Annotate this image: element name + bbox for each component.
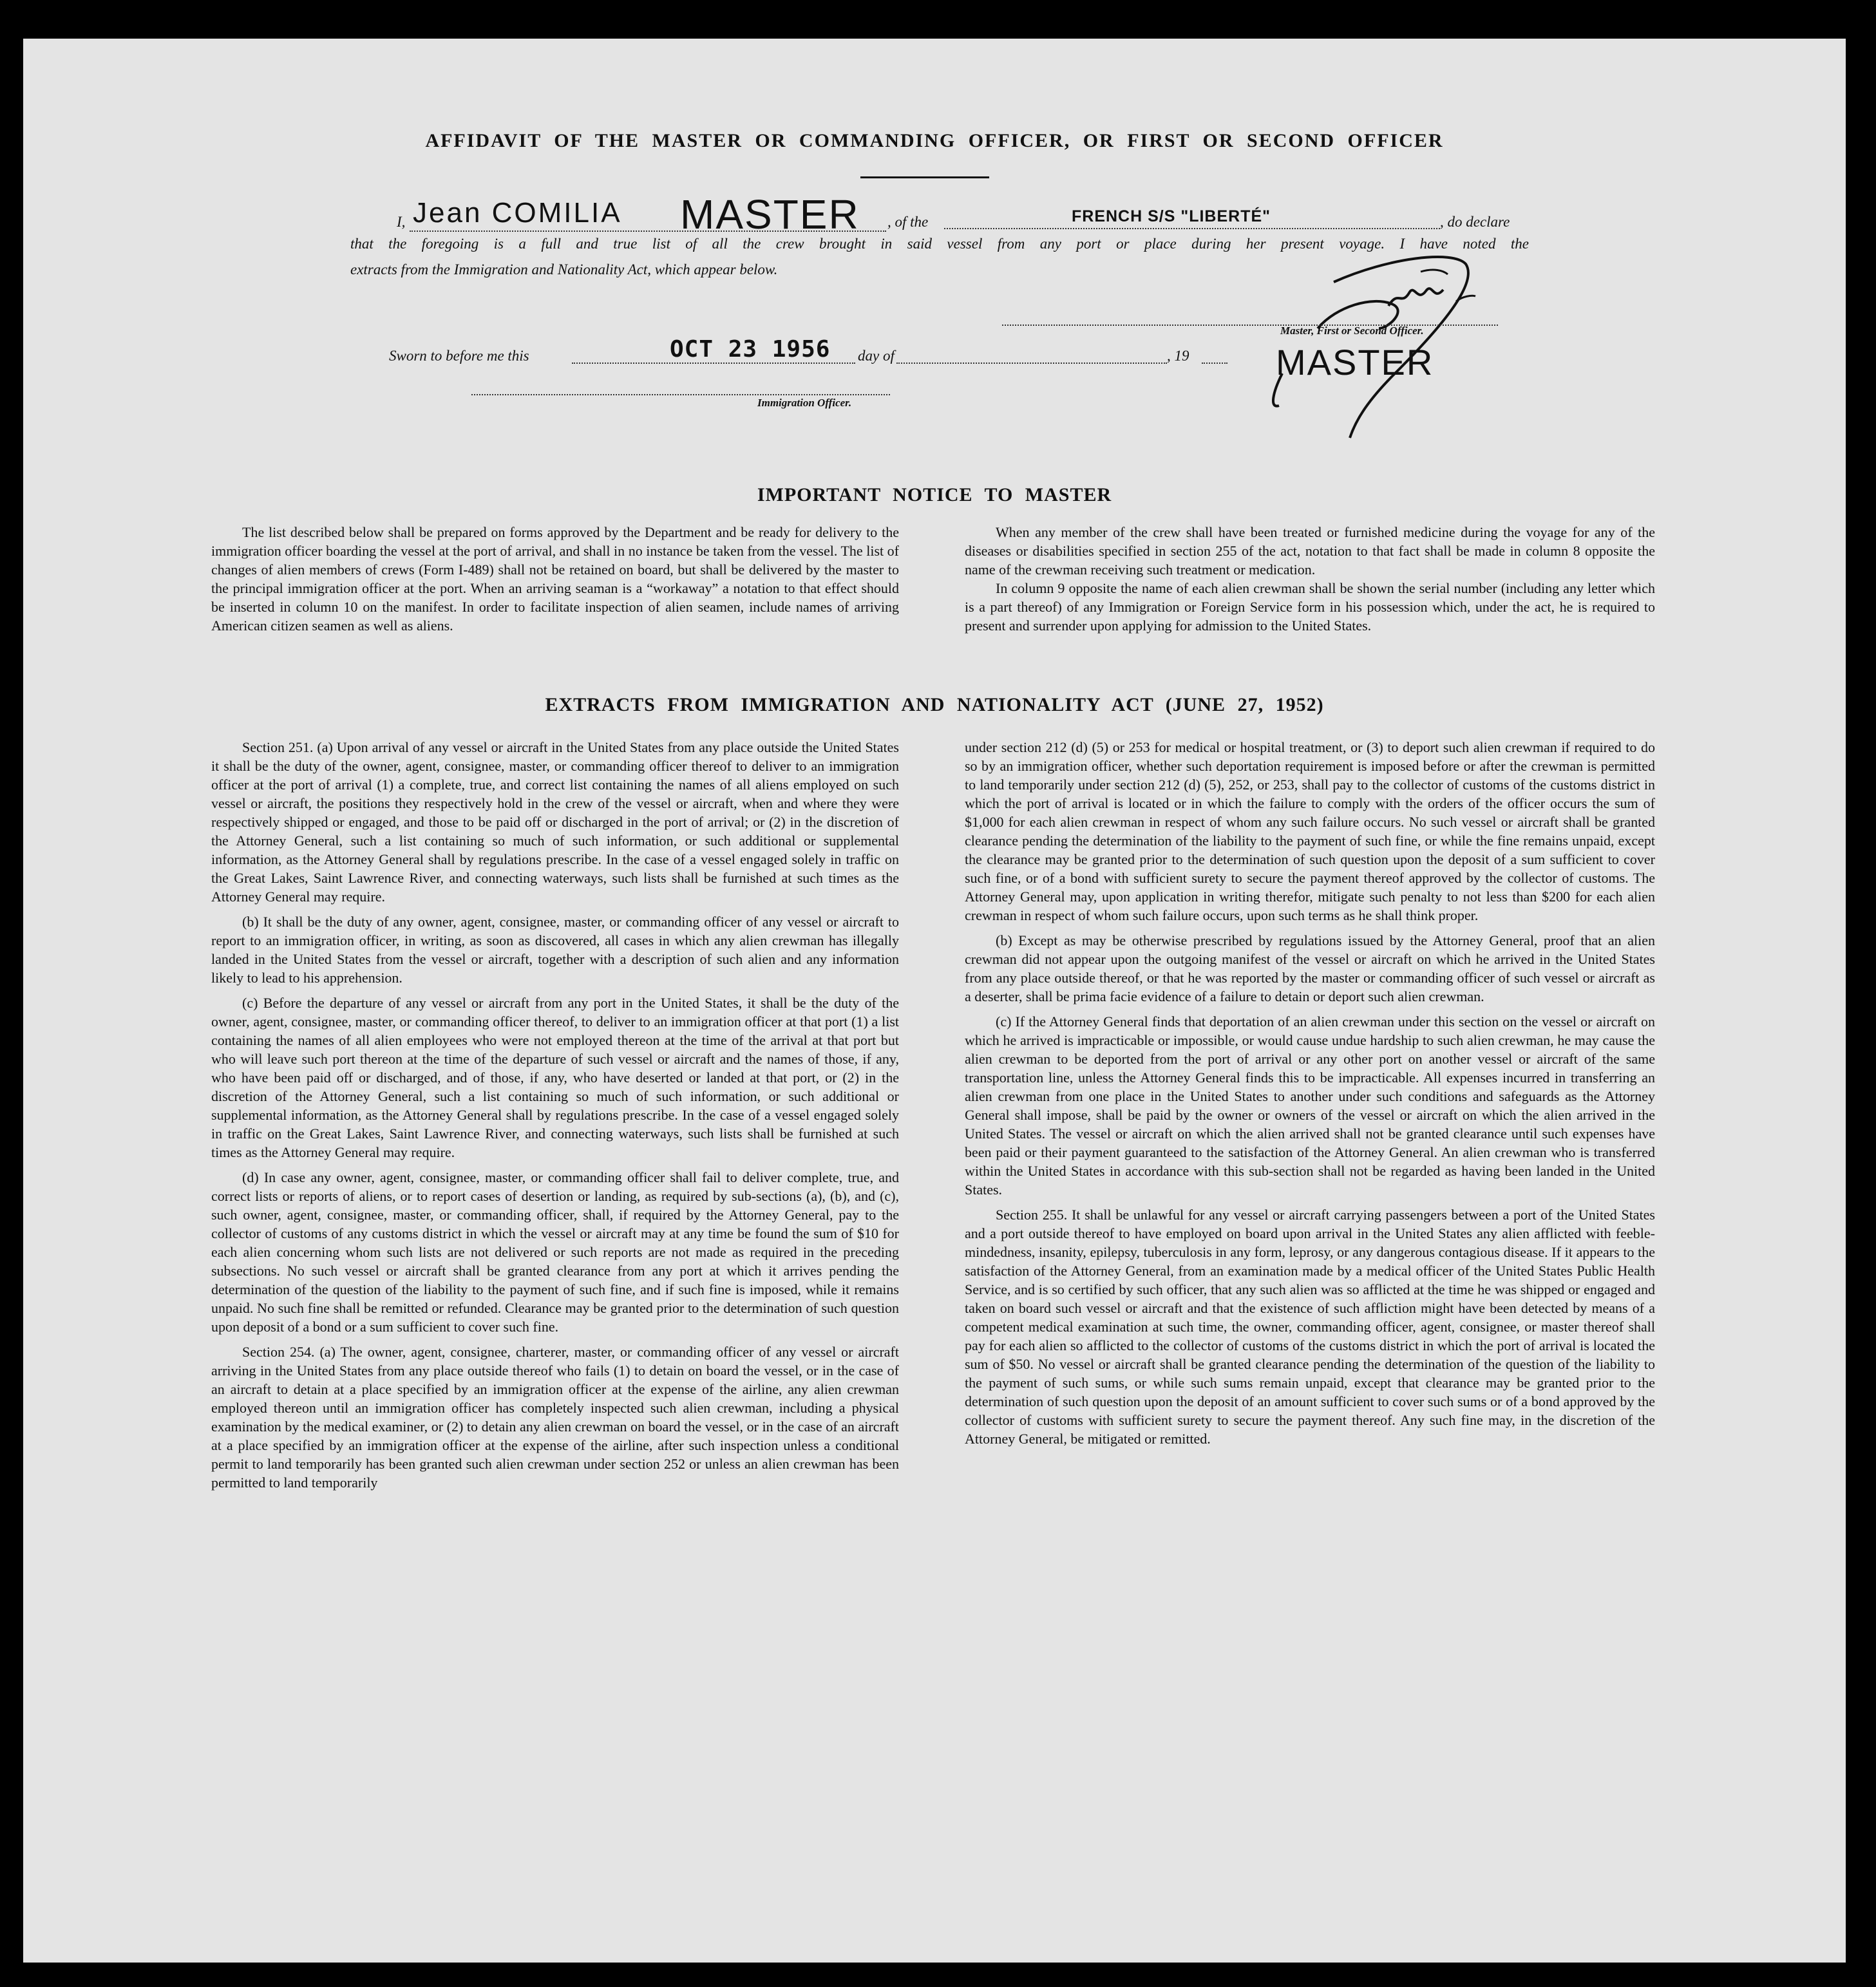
day-of-text: day of xyxy=(858,348,895,364)
extract-paragraph: (d) In case any owner, agent, consignee, master, or commanding officer shall fail to deliver complete, true, and correct lists or reports of aliens, or to report cases of desertion or landing, as required by sub-sections (a), (b), and (c), such owner, agent, consignee, master, or commanding officer, shall, if required by the Attorney General, pay to the collector of customs of any customs district in which the vessel or aircraft may at any time be found the sum of $10 for each alien concerning whom such lists are not delivered or such reports are not made as required in the preceding subsections. No such vessel or aircraft shall be granted clearance from any port at which it arrives pending the determination of the question of the liability to the payment of such fine, and if such fine is imposed, while it remains unpaid. No such fine shall be remitted or refunded. Clearance may be granted prior to the determination of such question upon deposit of a bond or a sum sufficient to cover such fine. xyxy=(211,1169,899,1335)
sworn-date-stamp: OCT 23 1956 xyxy=(670,336,831,363)
do-declare-text: , do declare xyxy=(1440,214,1510,230)
notice-left-column xyxy=(211,523,899,641)
month-line xyxy=(896,363,1167,364)
i-prefix: I, xyxy=(397,214,406,230)
sworn-date-line xyxy=(572,363,855,364)
vessel-line xyxy=(944,228,1440,229)
officer-caption: Immigration Officer. xyxy=(757,397,852,409)
notice-left-paragraph: The list described below shall be prepared on forms approved by the Department and be ready for delivery to the immigration officer boarding the vessel at the port of arrival, and shall in no instance be taken from the vessel. The list of changes of alien members of crews (Form I-489) shall not be retained on board, but shall be delivered by the master to the principal immigration officer at the port. When an arriving seaman is a “workaway” a notation to that effect should be inserted in column 10 on the manifest. In order to facilitate inspection of alien seamen, include names of arriving American citizen seamen as well as aliens. xyxy=(211,524,899,634)
affidavit-title: AFFIDAVIT OF THE MASTER OR COMMANDING OFFICER, OR FIRST OR SECOND OFFICER xyxy=(425,130,1444,151)
declaration-line-1: that the foregoing is a full and true list of all the crew brought in said vessel from any port or place during her present voyage. I have noted the xyxy=(350,236,1529,252)
notice-right-column xyxy=(965,523,1655,641)
year-prefix: , 19 xyxy=(1167,348,1189,364)
extracts-right-column xyxy=(965,738,1655,1455)
vessel-name: FRENCH S/S "LIBERTÉ" xyxy=(1072,207,1271,225)
extract-paragraph: (c) Before the departure of any vessel or aircraft from any port in the United States, it shall be the duty of the owner, agent, consignee, master, or commanding officer thereof, to deliver to an immigration officer at that port (1) a list containing the names of all alien employees who were not employed thereon at the time of the arrival at that port but who will leave such port thereon at the time of the departure of such vessel or aircraft and the names of those, if any, who have been paid off or discharged, and of those, if any, who have deserted or landed at that port, or (2) in the discretion of the Attorney General, such a list containing so much of such information, or such additional or supplemental information, as the Attorney General shall by regulations prescribe. In the case of a vessel engaged solely in traffic on the Great Lakes, Saint Lawrence River, and connecting waterways, such lists shall be furnished at such times as the Attorney General may require. xyxy=(211,995,899,1160)
name-line xyxy=(410,231,886,232)
of-the-text: , of the xyxy=(887,214,929,230)
master-rank: MASTER xyxy=(680,191,860,238)
extracts-left-column xyxy=(211,738,899,1498)
extracts-title: EXTRACTS FROM IMMIGRATION AND NATIONALITY ACT (JUNE 27, 1952) xyxy=(545,694,1324,715)
officer-signature-line xyxy=(471,394,890,395)
notice-right-paragraph-2: In column 9 opposite the name of each alien crewman shall be shown the serial number (including any letter which is a part thereof) of any Immigration or Foreign Service form in his possession which, under the act, he is required to present and surrender upon applying for admission to the United States. xyxy=(965,580,1655,634)
title-rule xyxy=(860,176,989,178)
document-page xyxy=(23,39,1846,1963)
declaration-line-2: extracts from the Immigration and Nationality Act, which appear below. xyxy=(350,261,778,278)
signature-title: MASTER xyxy=(1276,342,1434,382)
notice-right-paragraph-1: When any member of the crew shall have been treated or furnished medicine during the voyage for any of the diseases or disabilities specified in section 255 of the act, notation to that fact shall be made in column 8 opposite the name of the crewman receiving such treatment or medication. xyxy=(965,524,1655,578)
extract-paragraph: (b) Except as may be otherwise prescribed by regulations issued by the Attorney General, proof that an alien crewman did not appear upon the outgoing manifest of the vessel or aircraft on which he arrived in the United States from any place outside thereof, or that he was reported by the master or commanding officer of such vessel or aircraft as a deserter, shall be prima facie evidence of a failure to detain or deport such alien crewman. xyxy=(965,932,1655,1004)
master-name: Jean COMILIA xyxy=(413,197,622,229)
signature-caption: Master, First or Second Officer. xyxy=(1280,325,1424,337)
sworn-prefix: Sworn to before me this xyxy=(389,348,529,364)
extract-paragraph: Section 251. (a) Upon arrival of any vessel or aircraft in the United States from any place outside the United States it shall be the duty of the owner, agent, consignee, master, or commanding officer thereof to deliver to an immigration officer at the port of arrival (1) a complete, true, and correct list containing the names of all aliens employed on such vessel or aircraft, the positions they respectively hold in the crew of the vessel or aircraft, when and where they were respectively shipped or engaged, and those to be paid off or discharged in the port of arrival; or (2) in the discretion of the Attorney General, such a list containing so much of such information, or such additional or supplemental information, as the Attorney General shall by regulations prescribe. In the case of a vessel engaged solely in traffic on the Great Lakes, Saint Lawrence River, and connecting waterways, such lists shall be furnished at such times as the Attorney General may require. xyxy=(211,739,899,905)
year-line xyxy=(1202,363,1227,364)
extract-paragraph: under section 212 (d) (5) or 253 for medical or hospital treatment, or (3) to deport such alien crewman if required to do so by an immigration officer, whether such deportation requirement is imposed before or after the crewman is permitted to land temporarily under section 212 (d) (5), 252, or 253, shall pay to the collector of customs of the customs district in which the port of arrival is located or in which the failure to comply with the orders of the officer occurs the sum of $1,000 for each alien crewman in respect of whom any such failure occurs. No such vessel or aircraft shall be granted clearance pending the determination of the liability to the payment of such fine, or while the fine remains unpaid, except the clearance may be granted prior to the determination of such question upon the deposit of a sum sufficient to cover such fine, or of a bond with sufficient surety to secure the payment thereof approved by the collector of customs. The Attorney General may, upon application in writing therefor, mitigate such penalty to not less than $200 for each alien crewman in respect of whom such failure occurs, upon such terms as he shall think proper. xyxy=(965,739,1655,923)
extract-paragraph: (b) It shall be the duty of any owner, agent, consignee, master, or commanding officer of any vessel or aircraft to report to an immigration officer, in writing, as soon as discovered, all cases in which any alien crewman has illegally landed in the United States from the vessel or aircraft, together with a description of such alien and any information likely to lead to his apprehension. xyxy=(211,914,899,986)
extract-paragraph: Section 254. (a) The owner, agent, consignee, charterer, master, or commanding officer of any vessel or aircraft arriving in the United States from any place outside thereof who fails (1) to detain on board the vessel, or in the case of an aircraft to detain at a place specified by an immigration officer at the expense of the airline, any alien crewman employed thereon until an immigration officer has completely inspected such alien crewman, including a physical examination by the medical examiner, or (2) to detain any alien crewman on board the vessel, or in the case of an aircraft at a place specified by an immigration officer at the expense of the airline, after such inspection unless a conditional permit to land temporarily has been granted such alien crewman under section 252 or unless an alien crewman has been permitted to land temporarily xyxy=(211,1344,899,1491)
extract-paragraph: (c) If the Attorney General finds that deportation of an alien crewman under this section on the vessel or aircraft on which he arrived is impracticable or impossible, or would cause undue hardship to such alien crewman, he may cause the alien crewman to be deported from the port of arrival or any other port on another vessel or aircraft of the same transportation line, unless the Attorney General finds this to be impracticable. All expenses incurred in transferring an alien crewman from one place in the United States to another under such conditions and safeguards as the Attorney General shall impose, shall be paid by the owner or owners of the vessel or aircraft on which the alien arrived in the United States. The vessel or aircraft on which the alien arrived shall not be granted clearance until such expenses have been paid or their payment guaranteed to the satisfaction of the Attorney General. An alien crewman who is transferred within the United States in accordance with this sub-section shall not be regarded as having been landed in the United States. xyxy=(965,1013,1655,1198)
extract-paragraph: Section 255. It shall be unlawful for any vessel or aircraft carrying passengers between a port of the United States and a port outside thereof to have employed on board upon arrival in the United States any alien afflicted with feeble-mindedness, insanity, epilepsy, tuberculosis in any form, leprosy, or any dangerous contagious disease. If it appears to the satisfaction of the Attorney General, from an examination made by a medical officer of the United States Public Health Service, and is so certified by such officer, that any such alien was so afflicted at the time he was shipped or engaged and taken on board such vessel or aircraft and that the existence of such affliction might have been detected by means of a competent medical examination at such time, the owner, commanding officer, agent, consignee, or master thereof shall pay for each alien so afflicted to the collector of customs of the customs district in which the port of arrival is located the sum of $50. No vessel or aircraft shall be granted clearance pending the determination of the question of the liability to the payment of such sums, or while such sums remain unpaid, except that clearance may be granted prior to the determination of such question upon the deposit of an amount sufficient to cover such sums or of a bond approved by the collector of customs with sufficient surety to secure the payment thereof. Any such fine may, in the discretion of the Attorney General, be mitigated or remitted. xyxy=(965,1207,1655,1447)
notice-title: IMPORTANT NOTICE TO MASTER xyxy=(757,484,1112,505)
